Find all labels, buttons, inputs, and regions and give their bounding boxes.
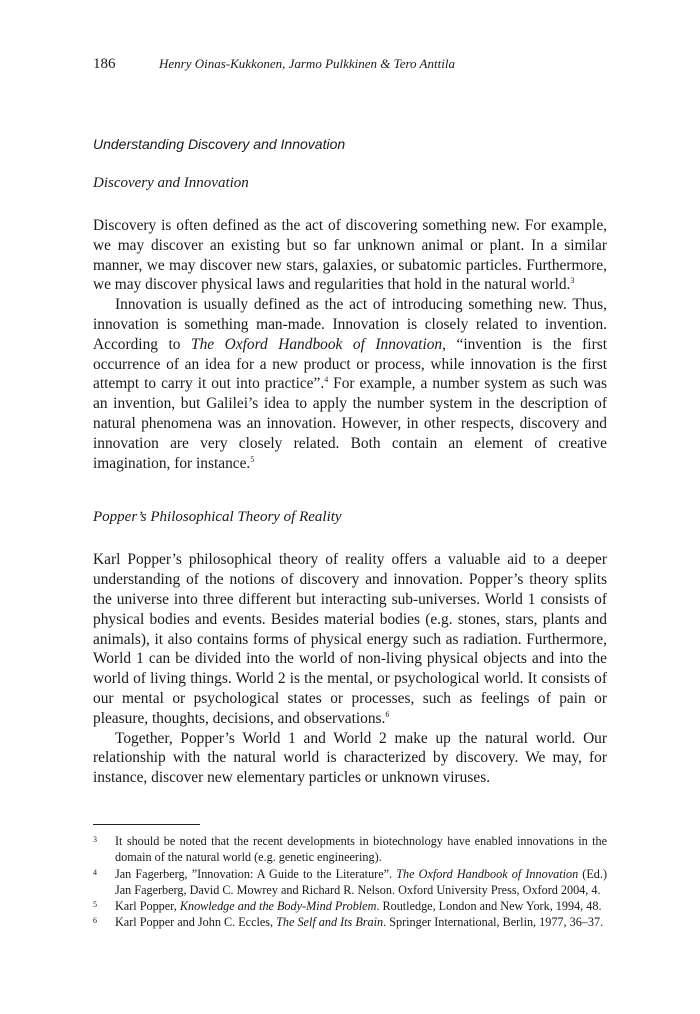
section-heading-popper: Popper’s Philosophical Theory of Reality	[93, 509, 342, 526]
footnote-text	[115, 866, 607, 899]
paragraph-text: Discovery is often defined as the act of discovering something new. For example, we may discover an existing but so far unknown animal or plant. In a similar manner, we may discover new stars, galaxies, or subatomic particles. Furthermore, we may discover physical laws and regularities that hold in the natural world.	[93, 217, 607, 294]
footnote-number: 4	[93, 867, 97, 877]
paragraph-text: , “invention is the first occurrence of an idea for a new product or process, while innovation is the first attempt to carry it out into practice”.	[93, 335, 607, 393]
book-title: The Oxford Handbook of Innovation	[191, 335, 443, 353]
footnote	[93, 866, 607, 899]
paragraph	[93, 550, 607, 728]
running-header	[93, 55, 607, 73]
footnote-ref: 6	[385, 709, 390, 719]
footnote-text: It should be noted that the recent developments in biotechnology have enabled innovations in the domain of the natural world (e.g. genetic engineering).	[115, 833, 607, 865]
page-body	[93, 134, 607, 931]
paragraph	[93, 216, 607, 295]
footnote-number: 5	[93, 900, 97, 910]
paragraph-text: Innovation is usually defined as the act of introducing something new. Thus, innovation is something man-made. Innovation is closely related to invention. According to	[93, 296, 607, 353]
footnote-text-part: Jan Fagerberg, ”Innovation: A Guide to the Literature”.	[115, 866, 397, 881]
paragraph	[93, 295, 607, 473]
footnote-ref: 5	[250, 454, 255, 464]
footnote-text-part: . Routledge, London and New York, 1994, 48.	[376, 899, 602, 914]
book-title: The Oxford Handbook of Innovation	[396, 866, 579, 881]
footnote-text-part: . Springer International, Berlin, 1977, 36–37.	[383, 915, 604, 930]
footnote-ref: 3	[570, 276, 575, 286]
footnote-text-part: Karl Popper,	[115, 899, 180, 914]
paragraph	[93, 729, 607, 788]
footnote	[93, 914, 607, 930]
running-header-authors: Henry Oinas-Kukkonen, Jarmo Pulkkinen & Tero Anttila	[159, 56, 455, 71]
chapter-heading: Understanding Discovery and Innovation	[93, 136, 346, 152]
footnote-number: 3	[93, 834, 97, 844]
paragraph-text: Karl Popper’s philosophical theory of reality offers a valuable aid to a deeper understanding of the notions of discovery and innovation. Popper’s theory splits the universe into three different but interacting sub-universes. World 1 consists of physical bodies and events. Besides material bodies (e.g. stones, stars, plants and animals), it also contains forms of physical energy such as radiation. Furthermore, World 1 can be divided into the world of non-living physical objects and into the world of living things. World 2 is the mental, or psychological world. It consists of our mental or psychological states or processes, such as feelings of pain or pleasure, thoughts, decisions, and observations.	[93, 551, 607, 727]
footnote	[93, 898, 607, 914]
section-heading-discovery: Discovery and Innovation	[93, 175, 249, 191]
book-title: The Self and Its Brain	[276, 915, 384, 930]
footnote-number: 6	[93, 916, 97, 926]
footnote-text	[115, 914, 607, 930]
page-number: 186	[93, 56, 116, 72]
footnote-text-part: (Ed.) Jan Fagerberg, David C. Mowrey and Richard R. Nelson. Oxford University Press, Oxford 2004, 4.	[115, 866, 608, 897]
footnotes	[93, 833, 607, 931]
footnote-text-part: Karl Popper and John C. Eccles,	[115, 915, 277, 930]
footnote-ref: 4	[324, 375, 329, 385]
footnote-text	[115, 898, 607, 914]
footnote-divider	[93, 824, 200, 825]
paragraph-text: Together, Popper’s World 1 and World 2 make up the natural world. Our relationship with the natural world is characterized by discovery. We may, for instance, discover new elementary particles or unknown viruses.	[93, 729, 607, 787]
book-title: Knowledge and the Body-Mind Problem	[179, 899, 377, 914]
paragraph-text: For example, a number system as such was an invention, but Galilei’s idea to apply the number system in the description of natural phenomena was an innovation. However, in other respects, discovery and innovation are very closely related. Both contain an element of creative imagination, for instance.	[93, 375, 607, 472]
footnote	[93, 833, 607, 866]
